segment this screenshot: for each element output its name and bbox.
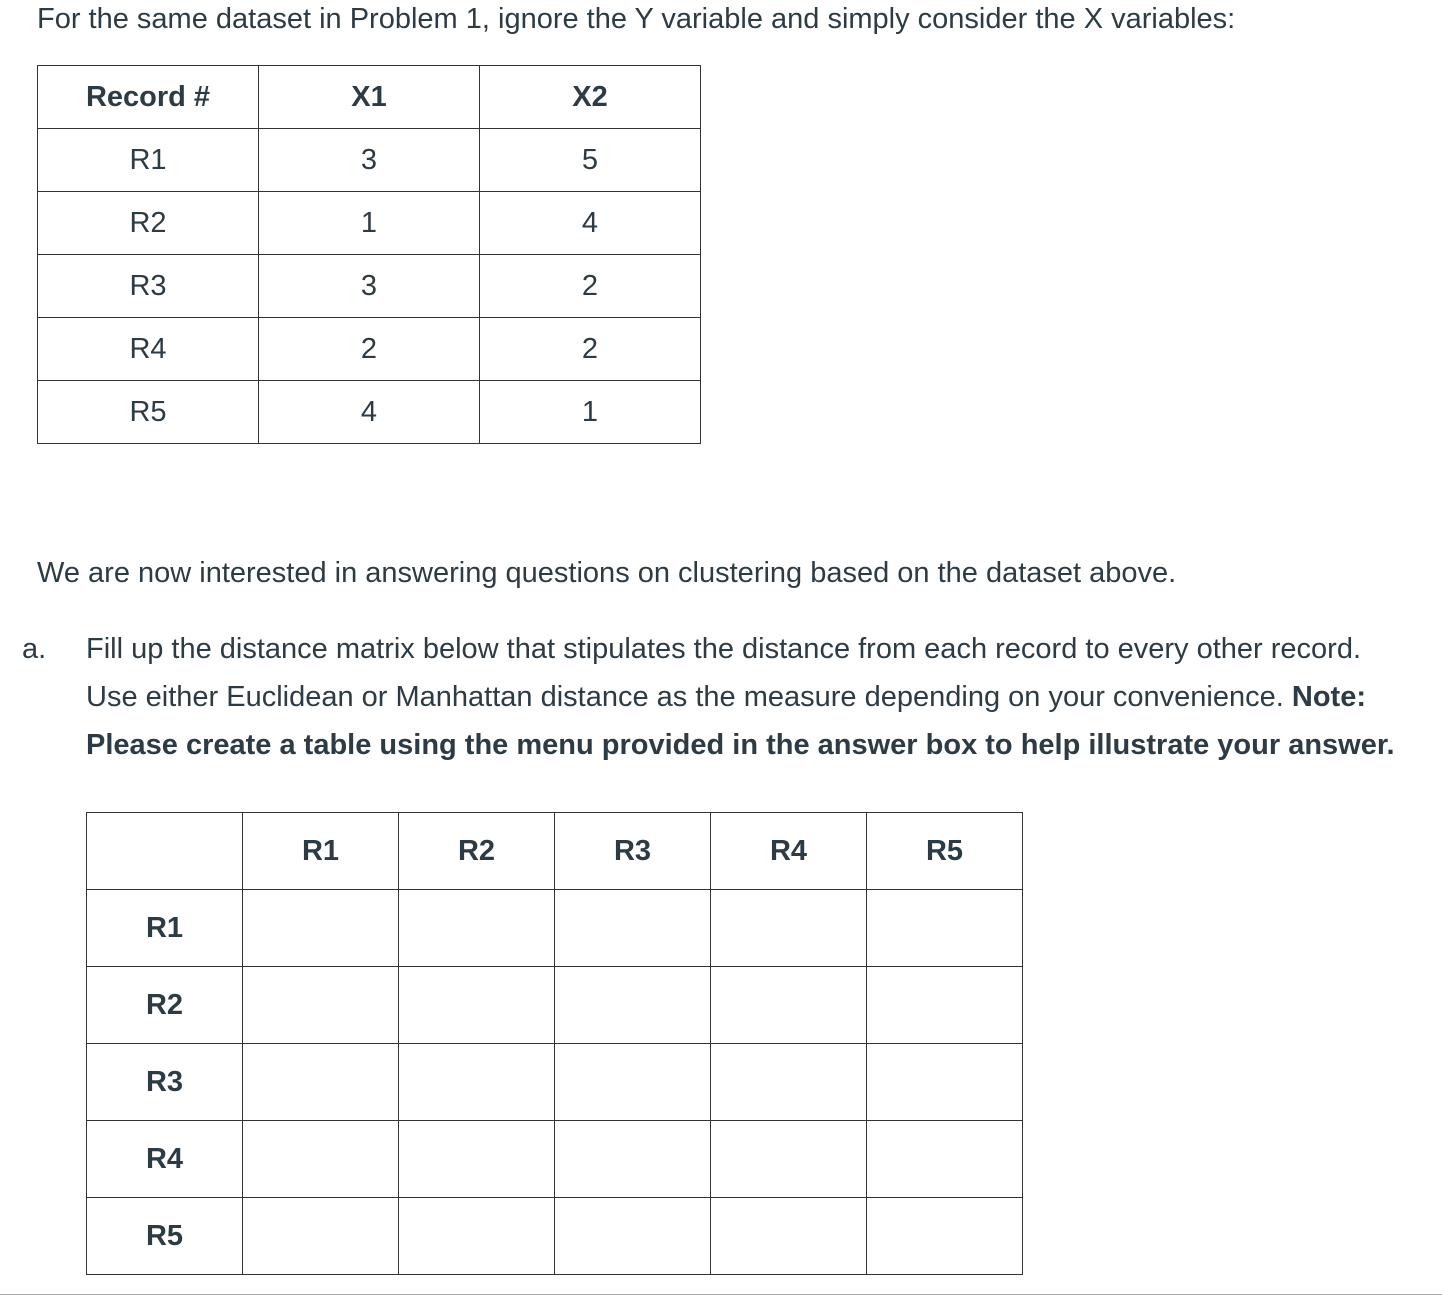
matrix-row-header: R1	[87, 890, 243, 967]
matrix-corner-cell	[87, 813, 243, 890]
header-x2: X2	[480, 66, 701, 129]
x1-cell: 3	[259, 129, 480, 192]
table-row	[38, 381, 701, 444]
matrix-row	[87, 890, 1023, 967]
record-cell: R1	[38, 129, 259, 192]
matrix-cell	[555, 967, 711, 1044]
intro-text: For the same dataset in Problem 1, ignore the Y variable and simply consider the X variables:	[37, 3, 1236, 35]
matrix-cell	[867, 1198, 1023, 1275]
matrix-cell	[555, 1044, 711, 1121]
x1-cell: 3	[259, 255, 480, 318]
question-note: Note: Please create a table using the menu provided in the answer box to help illustrate your answer.	[86, 681, 1395, 761]
matrix-cell	[555, 1121, 711, 1198]
matrix-cell	[399, 1044, 555, 1121]
matrix-header-row	[87, 813, 1023, 890]
x2-cell: 2	[480, 255, 701, 318]
matrix-row-header: R5	[87, 1198, 243, 1275]
matrix-cell	[243, 1198, 399, 1275]
table-row	[38, 129, 701, 192]
matrix-cell	[243, 1121, 399, 1198]
matrix-col-header: R4	[711, 813, 867, 890]
matrix-cell	[243, 1044, 399, 1121]
matrix-col-header: R2	[399, 813, 555, 890]
table-row	[38, 192, 701, 255]
matrix-col-header: R1	[243, 813, 399, 890]
matrix-col-header: R5	[867, 813, 1023, 890]
record-cell: R4	[38, 318, 259, 381]
matrix-cell	[711, 1198, 867, 1275]
matrix-cell	[243, 890, 399, 967]
table-row	[38, 318, 701, 381]
matrix-cell	[555, 890, 711, 967]
dataset-table	[37, 65, 701, 444]
matrix-col-header: R3	[555, 813, 711, 890]
x1-cell: 1	[259, 192, 480, 255]
matrix-cell	[711, 890, 867, 967]
matrix-row-header: R2	[87, 967, 243, 1044]
matrix-row	[87, 967, 1023, 1044]
record-cell: R3	[38, 255, 259, 318]
matrix-cell	[867, 967, 1023, 1044]
page-cutoff-divider	[0, 1294, 1442, 1299]
matrix-row	[87, 1121, 1023, 1198]
question-a	[22, 625, 1404, 769]
matrix-cell	[399, 890, 555, 967]
matrix-cell	[711, 1044, 867, 1121]
matrix-cell	[711, 967, 867, 1044]
matrix-cell	[399, 1198, 555, 1275]
question-text: Fill up the distance matrix below that stipulates the distance from each record to every other record. Use either Euclidean or Manhattan distance as the measure depending on your convenience.	[86, 633, 1362, 713]
record-cell: R2	[38, 192, 259, 255]
header-x1: X1	[259, 66, 480, 129]
clustering-paragraph: We are now interested in answering questions on clustering based on the dataset above.	[37, 557, 1177, 589]
matrix-cell	[867, 1121, 1023, 1198]
matrix-cell	[867, 890, 1023, 967]
header-record: Record #	[38, 66, 259, 129]
matrix-row-header: R4	[87, 1121, 243, 1198]
dataset-header-row	[38, 66, 701, 129]
table-row	[38, 255, 701, 318]
question-marker: a.	[22, 633, 47, 665]
distance-matrix-table	[86, 812, 1023, 1275]
x2-cell: 4	[480, 192, 701, 255]
x2-cell: 1	[480, 381, 701, 444]
matrix-cell	[243, 967, 399, 1044]
matrix-cell	[867, 1044, 1023, 1121]
matrix-row	[87, 1198, 1023, 1275]
x2-cell: 5	[480, 129, 701, 192]
matrix-cell	[399, 967, 555, 1044]
matrix-row	[87, 1044, 1023, 1121]
matrix-cell	[711, 1121, 867, 1198]
x1-cell: 4	[259, 381, 480, 444]
x1-cell: 2	[259, 318, 480, 381]
matrix-cell	[555, 1198, 711, 1275]
record-cell: R5	[38, 381, 259, 444]
x2-cell: 2	[480, 318, 701, 381]
matrix-row-header: R3	[87, 1044, 243, 1121]
matrix-cell	[399, 1121, 555, 1198]
